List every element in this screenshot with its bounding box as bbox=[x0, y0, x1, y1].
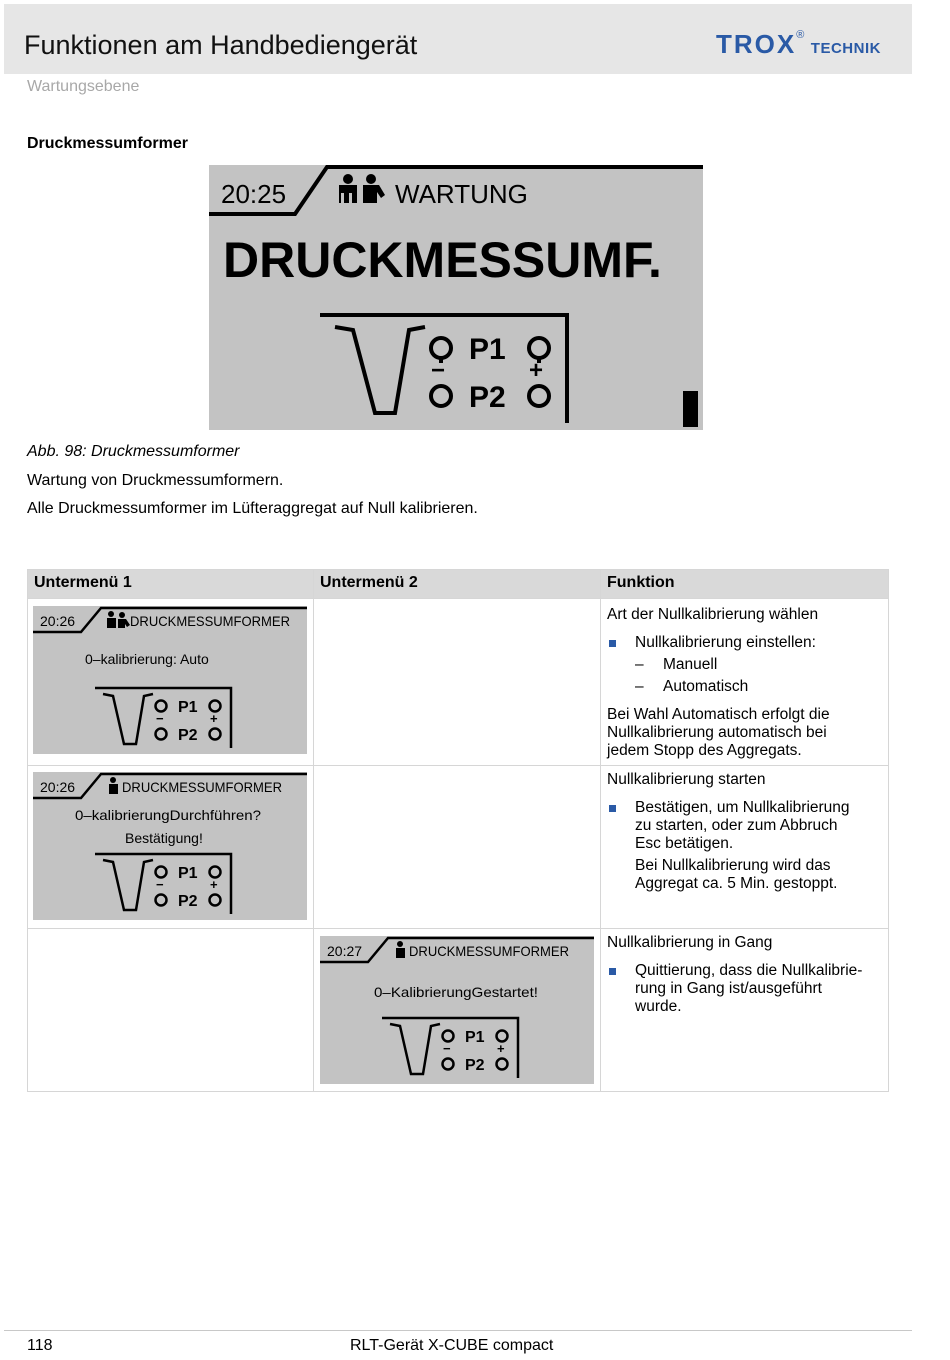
function-description bbox=[607, 930, 885, 1016]
lcd-time: 20:26 bbox=[40, 613, 76, 629]
row1-lcd-screen bbox=[33, 606, 307, 754]
bullet-line: Quittierung, dass die Nullkalibrie- bbox=[635, 962, 863, 979]
subnote-line: Aggregat ca. 5 Min. gestoppt. bbox=[635, 875, 838, 892]
paragraph: Alle Druckmessumformer im Lüfteraggregat auf Null kalibrieren. bbox=[27, 500, 478, 517]
lcd-title: DRUCKMESSUMF. bbox=[223, 232, 662, 288]
table-header-untermenu-1: Untermenü 1 bbox=[27, 569, 314, 599]
maintenance-person-icon bbox=[396, 941, 405, 958]
section-heading: Druckmessumformer bbox=[27, 135, 188, 152]
lcd-title: DRUCKMESSUMFORMER bbox=[409, 943, 569, 959]
figure-caption: Abb. 98: Druckmessumformer bbox=[27, 443, 240, 460]
logo-main-text: TROX bbox=[716, 29, 797, 59]
bullet-line: rung in Gang ist/ausgeführt bbox=[635, 980, 822, 997]
row2-lcd-screen bbox=[33, 772, 307, 920]
page-subtitle: Wartungsebene bbox=[27, 78, 140, 95]
bullet-line: Esc betätigen. bbox=[635, 835, 734, 852]
lcd-p1-label: P1 bbox=[178, 699, 198, 716]
bullet-line: zu starten, oder zum Abbruch bbox=[635, 817, 838, 834]
table-cell bbox=[313, 765, 601, 929]
lcd-time: 20:26 bbox=[40, 779, 76, 795]
lcd-p2-label: P2 bbox=[465, 1057, 485, 1074]
table-cell bbox=[313, 598, 601, 766]
bullet-line: wurde. bbox=[635, 998, 682, 1015]
lcd-minus-sign: − bbox=[156, 877, 164, 892]
function-bullet: Nullkalibrierung einstellen: bbox=[607, 634, 885, 652]
bullet-line: Bestätigen, um Nullkalibrierung bbox=[635, 799, 850, 816]
lcd-p2-label: P2 bbox=[469, 381, 506, 414]
lcd-line-1: 0–KalibrierungGestartet! bbox=[374, 984, 538, 1000]
function-option-automatisch: – Automatisch bbox=[607, 678, 885, 696]
submenu-table bbox=[27, 569, 889, 1092]
lcd-minus-sign: − bbox=[156, 711, 164, 726]
lcd-title: DRUCKMESSUMFORMER bbox=[122, 779, 282, 795]
table-header-untermenu-2: Untermenü 2 bbox=[313, 569, 601, 599]
function-lead: Nullkalibrierung in Gang bbox=[607, 934, 773, 951]
maintenance-people-icon bbox=[339, 174, 385, 203]
maintenance-person-icon bbox=[109, 777, 118, 794]
lcd-p1-label: P1 bbox=[178, 865, 198, 882]
note-line: jedem Stopp des Aggregats. bbox=[607, 742, 802, 759]
logo-sub-text: TECHNIK bbox=[810, 40, 881, 57]
lcd-title: DRUCKMESSUMFORMER bbox=[130, 613, 290, 629]
function-description bbox=[607, 602, 885, 760]
lcd-p1-label: P1 bbox=[469, 333, 506, 366]
function-bullet bbox=[607, 962, 885, 1016]
function-bullet bbox=[607, 799, 885, 853]
row3-lcd-screen bbox=[320, 936, 594, 1084]
function-option-manuell: – Manuell bbox=[607, 656, 885, 674]
lcd-minus-sign: − bbox=[431, 357, 446, 384]
table-cell bbox=[27, 928, 314, 1092]
function-subnote bbox=[607, 857, 885, 893]
lcd-scrollbar bbox=[683, 391, 698, 427]
lcd-line-2: Bestätigung! bbox=[125, 830, 203, 846]
table-header-funktion: Funktion bbox=[600, 569, 889, 599]
logo-registered-mark: ® bbox=[796, 29, 805, 41]
figure-lcd-screen bbox=[209, 165, 703, 430]
document-title: RLT-Gerät X-CUBE compact bbox=[350, 1337, 554, 1354]
lcd-line-1: 0–kalibrierung: Auto bbox=[85, 651, 209, 667]
lcd-p2-label: P2 bbox=[178, 893, 198, 910]
lcd-plus-sign: + bbox=[529, 357, 544, 384]
lcd-plus-sign: + bbox=[210, 877, 218, 892]
page-title: Funktionen am Handbediengerät bbox=[24, 30, 418, 60]
footer-divider bbox=[4, 1330, 912, 1331]
note-line: Nullkalibrierung automatisch bei bbox=[607, 724, 827, 741]
function-note bbox=[607, 706, 885, 760]
note-line: Bei Wahl Automatisch erfolgt die bbox=[607, 706, 830, 723]
function-description bbox=[607, 767, 885, 893]
subnote-line: Bei Nullkalibrierung wird das bbox=[635, 857, 831, 874]
lcd-p1-label: P1 bbox=[465, 1029, 485, 1046]
function-lead: Nullkalibrierung starten bbox=[607, 771, 766, 788]
lcd-line-1: 0–kalibrierungDurchführen? bbox=[75, 807, 262, 823]
lcd-time: 20:27 bbox=[327, 943, 363, 959]
lcd-mode: WARTUNG bbox=[395, 179, 528, 209]
lcd-time: 20:25 bbox=[221, 179, 287, 209]
lcd-plus-sign: + bbox=[497, 1041, 505, 1056]
page-number: 118 bbox=[27, 1337, 53, 1354]
lcd-p2-label: P2 bbox=[178, 727, 198, 744]
lcd-minus-sign: − bbox=[443, 1041, 451, 1056]
maintenance-people-icon bbox=[107, 611, 130, 628]
function-lead: Art der Nullkalibrierung wählen bbox=[607, 606, 819, 623]
lcd-plus-sign: + bbox=[210, 711, 218, 726]
trox-logo bbox=[716, 29, 881, 60]
paragraph: Wartung von Druckmessumformern. bbox=[27, 472, 284, 489]
